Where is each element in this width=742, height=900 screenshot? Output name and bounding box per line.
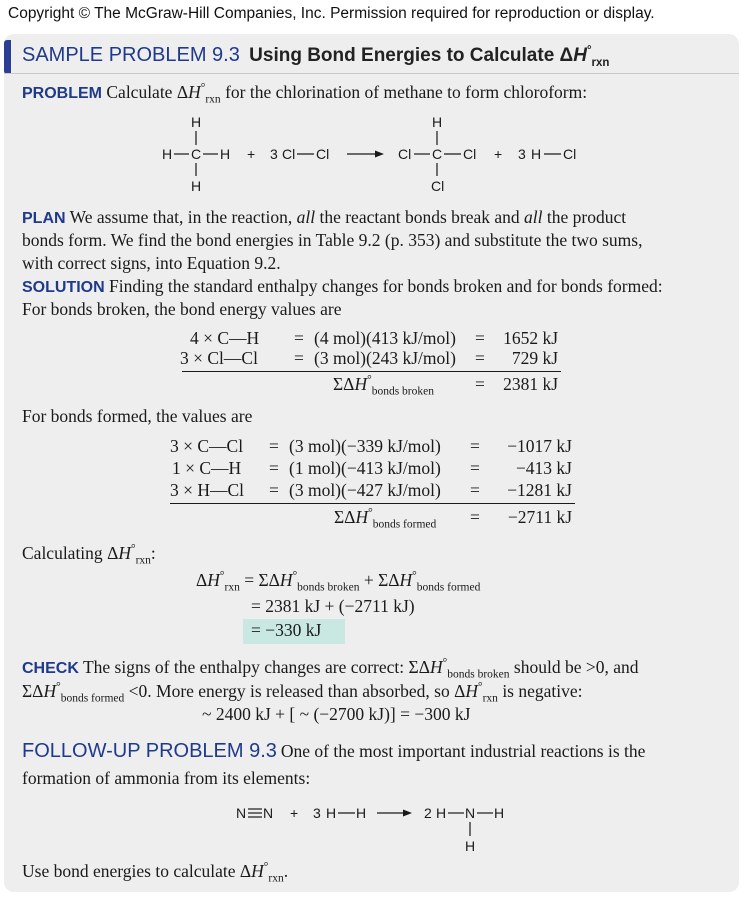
cl2-coefficient: 3	[270, 146, 278, 162]
problem-statement: PROBLEM Calculate $\Delta H^\circ_{rxn}$ for the chlorination of methane to form chloroform:	[22, 81, 588, 106]
followup-line-2: formation of ammonia from its elements:	[22, 768, 311, 788]
chlorine-cl-right: Cl	[316, 146, 330, 162]
formed-row-1-lhs: 3 × C—Cl	[170, 436, 244, 456]
formed-row-3-eq2: =	[470, 480, 480, 500]
plan-line-2: bonds form. We find the bond energies in Table 9.2 (p. 353) and substitute the two sums,	[22, 230, 643, 250]
plus-sign-3: +	[290, 805, 299, 821]
broken-row-1-lhs: 4 × C—H	[190, 328, 260, 348]
calc-line-1: $\Delta H^\circ_{rxn} = \Sigma\Delta H^\circ_{bonds broken} + \Sigma\Delta H^\circ_{bonds formed}$	[196, 570, 481, 594]
formed-row-3-lhs: 3 × H—Cl	[170, 480, 245, 500]
chlorine-cl-left: Cl	[282, 146, 296, 162]
formed-row-3-eq: =	[269, 480, 279, 500]
broken-sum-value: 2381 kJ	[503, 374, 558, 394]
chloroform-cl-bottom: Cl	[431, 178, 445, 194]
nh3-coefficient: 2	[424, 805, 432, 821]
formed-intro: For bonds formed, the values are	[22, 406, 253, 426]
sample-problem-label: SAMPLE PROBLEM 9.3	[22, 44, 240, 66]
formed-sum-label: $\Sigma\Delta H^\circ_{bonds formed}$	[334, 507, 437, 531]
formed-sum-value: −2711 kJ	[507, 507, 572, 527]
chloroform-cl-left: Cl	[398, 146, 412, 162]
h2-coefficient: 3	[313, 805, 321, 821]
methane-h-bottom: H	[191, 178, 202, 194]
broken-row-2-mid: (3 mol)(243 kJ/mol)	[314, 348, 456, 368]
followup-final-text: Use bond energies to calculate	[22, 860, 236, 881]
solution-text-1: Finding the standard enthalpy changes for bonds broken and for bonds formed:	[109, 276, 663, 296]
hcl-coefficient: 3	[518, 146, 526, 162]
followup-text-1: One of the most important industrial reactions is the	[280, 741, 646, 761]
broken-row-2-eq: =	[294, 348, 304, 368]
solution-line-2: For bonds broken, the bond energy values are	[22, 299, 342, 319]
copyright-notice: Copyright © The McGraw-Hill Companies, Inc. Permission required for reproduction or display.	[8, 5, 655, 22]
nh3-h-right: H	[494, 805, 505, 821]
chloroform-cl-right: Cl	[463, 146, 477, 162]
nh3-h-left: H	[436, 805, 447, 821]
methane-c: C	[191, 146, 202, 162]
formed-row-1-mid: (3 mol)(−339 kJ/mol)	[289, 436, 441, 456]
check-text-4: is negative:	[502, 680, 583, 701]
formed-sum-eq: =	[470, 507, 480, 527]
problem-label: PROBLEM	[22, 84, 102, 102]
formed-row-3-mid: (3 mol)(−427 kJ/mol)	[289, 480, 441, 500]
formed-row-2-mid: (1 mol)(−413 kJ/mol)	[289, 458, 441, 478]
hcl-h: H	[531, 146, 542, 162]
check-estimate: ~ 2400 kJ + [ ~ (−2700 kJ)] = −300 kJ	[202, 704, 471, 724]
followup-final: Use bond energies to calculate $\Delta H^\circ_{rxn}$.	[22, 860, 289, 885]
hcl-cl: Cl	[563, 146, 577, 162]
formed-row-1-eq: =	[269, 436, 279, 456]
plan-label: PLAN	[22, 210, 66, 227]
plus-sign-2: +	[494, 146, 503, 162]
plan-line-1: PLAN We assume that, in the reaction, all the reactant bonds break and all the product	[22, 207, 627, 227]
n2-n-left: N	[236, 805, 247, 821]
broken-row-1-mid: (4 mol)(413 kJ/mol)	[314, 328, 456, 348]
check-line-1: CHECK The signs of the enthalpy changes are correct: $\Sigma\Delta H^\circ_{bonds broken}$ should be >0, and	[22, 656, 639, 681]
formed-row-3-rhs: −1281 kJ	[507, 480, 572, 500]
methane-h-left: H	[162, 146, 173, 162]
calc-result: = −330 kJ	[251, 620, 322, 640]
sample-problem-heading: Using Bond Energies to Calculate $\Delta H^\circ_{rxn}$	[243, 44, 610, 69]
check-label: CHECK	[22, 659, 79, 677]
broken-sum-eq: =	[475, 374, 485, 394]
h2-h-right: H	[356, 805, 367, 821]
chloroform-h-top: H	[432, 114, 443, 130]
broken-row-1-eq: =	[294, 328, 304, 348]
plus-sign-1: +	[247, 146, 256, 162]
solution-label: SOLUTION	[22, 279, 105, 296]
calc-intro: Calculating $\Delta H^\circ_{rxn}$:	[22, 542, 156, 567]
nh3-n: N	[465, 805, 476, 821]
broken-row-2-eq2: =	[475, 348, 485, 368]
check-text-1: The signs of the enthalpy changes are correct:	[82, 656, 405, 677]
formed-row-1-eq2: =	[470, 436, 480, 456]
formed-row-2-lhs: 1 × C—H	[172, 458, 242, 478]
broken-row-2-rhs: 729 kJ	[511, 348, 558, 368]
broken-row-2-lhs: 3 × Cl—Cl	[180, 348, 258, 368]
calc-line-2: = 2381 kJ + (−2711 kJ)	[251, 596, 415, 616]
plan-line-3: with correct signs, into Equation 9.2.	[22, 253, 281, 273]
formed-row-2-eq: =	[269, 458, 279, 478]
nh3-h-bottom: H	[465, 838, 476, 854]
methane-h-right: H	[220, 146, 231, 162]
check-text-2: should be >0, and	[513, 656, 639, 677]
check-text-3: <0. More energy is released than absorbed, so	[128, 680, 450, 701]
chloroform-c: C	[432, 146, 443, 162]
broken-row-1-rhs: 1652 kJ	[503, 328, 558, 348]
broken-sum-label: $\Sigma\Delta H^\circ_{bonds broken}$	[333, 374, 434, 398]
methane-h-top: H	[191, 114, 202, 130]
h2-h-left: H	[326, 805, 337, 821]
calc-intro-text: Calculating	[22, 542, 103, 563]
broken-row-1-eq2: =	[475, 328, 485, 348]
n2-n-right: N	[263, 805, 274, 821]
formed-row-1-rhs: −1017 kJ	[507, 436, 572, 456]
check-line-2: $\Sigma\Delta H^\circ_{bonds formed} <0$. More energy is released than absorbed, so $\Delta H^\circ_{rxn}$ is negative:	[22, 680, 583, 705]
followup-label: FOLLOW-UP PROBLEM 9.3	[22, 740, 277, 762]
formed-row-2-eq2: =	[470, 458, 480, 478]
formed-row-2-rhs: −413 kJ	[515, 458, 572, 478]
